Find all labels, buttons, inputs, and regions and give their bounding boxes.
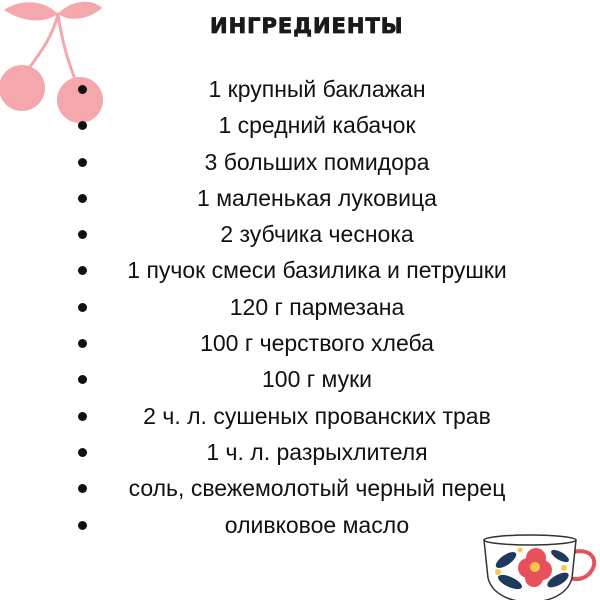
list-item (78, 362, 538, 398)
teacup-icon (480, 530, 600, 600)
ingredient-text: 120 г пармезана (229, 293, 405, 320)
bullet-icon (78, 194, 87, 203)
list-item (78, 253, 538, 289)
list-item (78, 399, 538, 435)
ingredient-text: 1 средний кабачок (218, 112, 416, 139)
bullet-icon (78, 375, 87, 384)
ingredient-text: 2 зубчика чеснока (220, 221, 414, 248)
list-item (78, 145, 538, 181)
ingredient-text: 1 крупный баклажан (208, 76, 426, 102)
bullet-icon (78, 230, 87, 239)
list-item (78, 181, 538, 217)
ingredient-text: 100 г черствого хлеба (200, 330, 434, 357)
bullet-icon (78, 484, 87, 493)
bullet-icon (78, 121, 87, 130)
ingredient-list (78, 72, 538, 544)
bullet-icon (78, 521, 87, 530)
list-item (78, 72, 538, 108)
list-item (78, 217, 538, 253)
list-item (78, 471, 538, 507)
page-title: ИНГРЕДИЕНТЫ (210, 14, 404, 38)
bullet-icon (78, 158, 87, 167)
list-item (78, 108, 538, 144)
list-item (78, 508, 538, 544)
ingredient-text: 1 маленькая луковица (197, 184, 437, 211)
ingredient-text: 1 ч. л. разрыхлителя (206, 438, 428, 465)
ingredient-text: оливковое масло (224, 511, 410, 538)
list-item (78, 290, 538, 326)
ingredient-text: 100 г муки (261, 366, 373, 393)
ingredient-text: 2 ч. л. сушеных прованских трав (143, 402, 491, 429)
bullet-icon (78, 85, 87, 94)
ingredient-text: 1 пучок смеси базилика и петрушки (127, 257, 507, 284)
bullet-icon (78, 266, 87, 275)
bullet-icon (78, 412, 87, 421)
bullet-icon (78, 448, 87, 457)
list-item (78, 326, 538, 362)
list-item (78, 435, 538, 471)
ingredient-text: соль, свежемолотый черный перец (128, 475, 506, 502)
bullet-icon (78, 303, 87, 312)
ingredient-text: 3 больших помидора (204, 148, 430, 175)
bullet-icon (78, 339, 87, 348)
